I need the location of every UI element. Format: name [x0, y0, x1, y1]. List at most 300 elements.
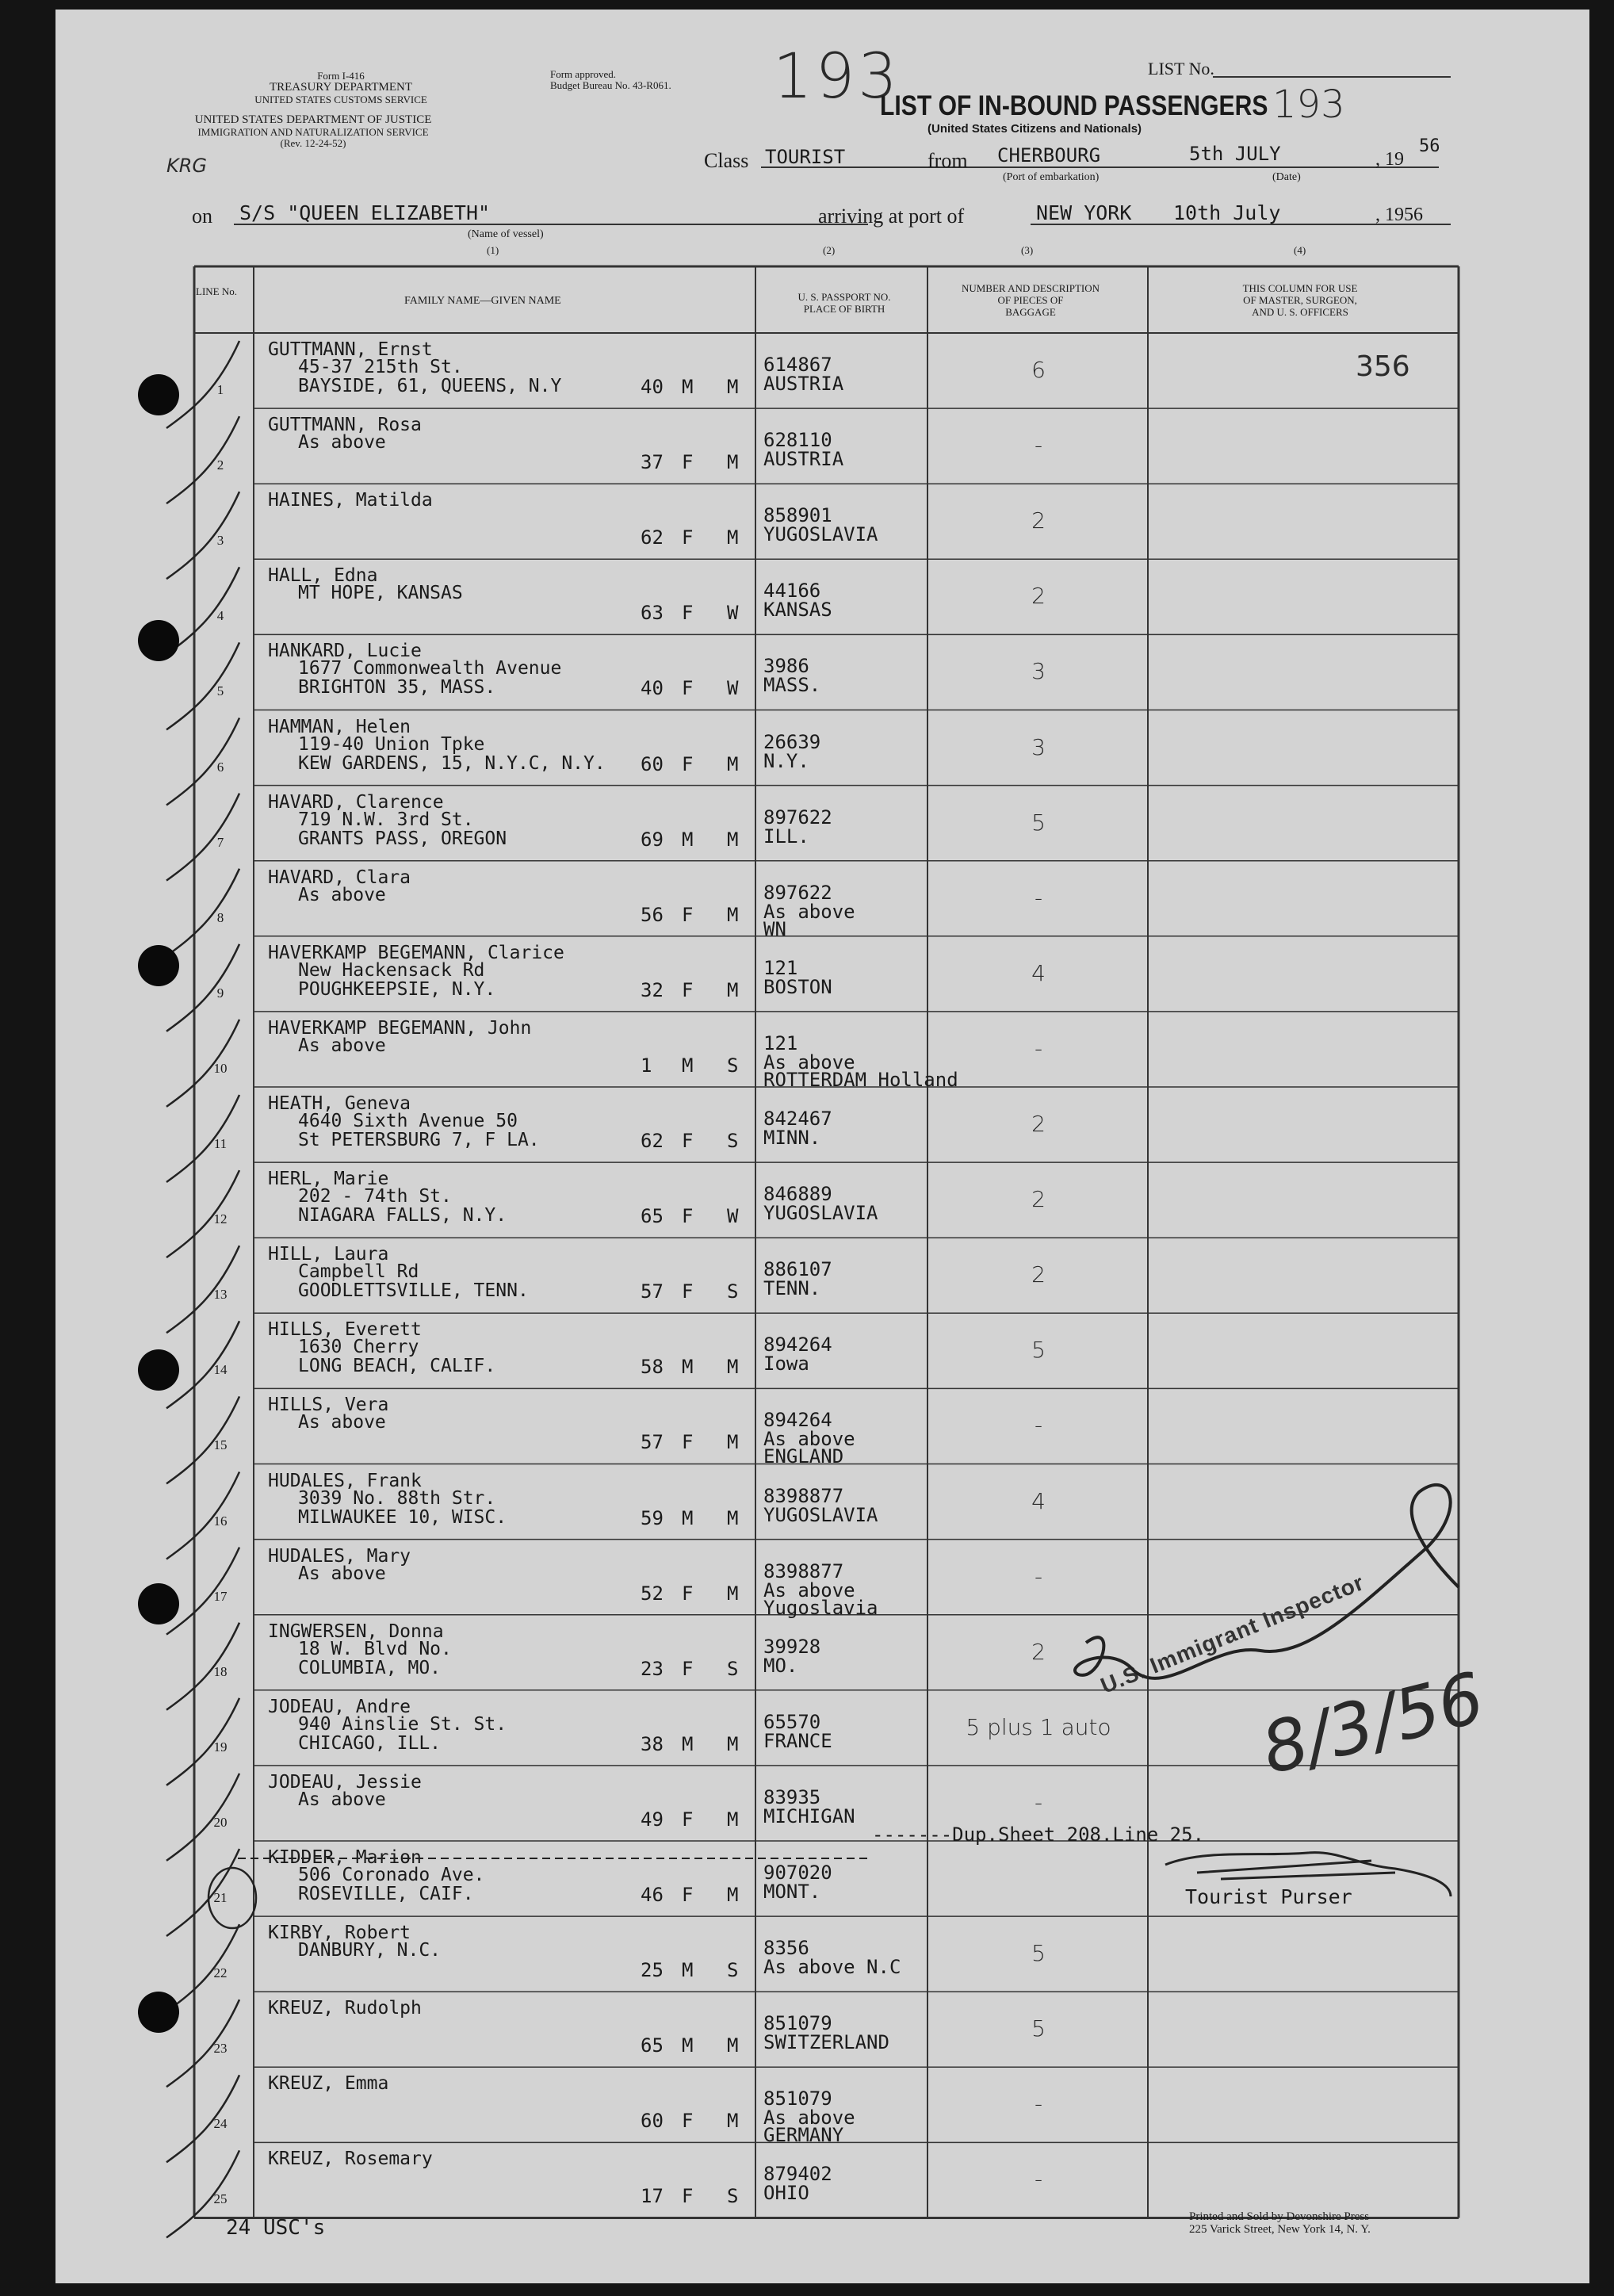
marital-status: M — [727, 752, 739, 775]
sex: M — [682, 1732, 694, 1755]
age: 69 — [641, 828, 664, 851]
sex: F — [682, 1657, 694, 1680]
line-number: 9 — [216, 985, 224, 1001]
address-line-2: COLUMBIA, MO. — [298, 1657, 442, 1678]
sex: F — [682, 1431, 694, 1454]
line-number: 13 — [213, 1287, 228, 1303]
sex: M — [682, 2034, 694, 2057]
punch-hole — [138, 945, 179, 986]
line-number: 4 — [216, 608, 224, 624]
passenger-name: HAVARD, Clarence — [268, 791, 444, 813]
passport-number: 897622 — [763, 881, 832, 904]
passenger-name: HILLS, Everett — [268, 1319, 422, 1341]
place-of-birth: YUGOSLAVIA — [763, 1503, 878, 1526]
marital-status: M — [727, 978, 739, 1001]
dept-customs: UNITED STATES CUSTOMS SERVICE — [254, 94, 427, 105]
marital-status: M — [727, 2034, 739, 2057]
address-line-2: BRIGHTON 35, MASS. — [298, 677, 496, 698]
place-of-birth: As above — [763, 1050, 855, 1073]
col-header-passport-2: PLACE OF BIRTH — [803, 303, 885, 315]
age: 60 — [641, 752, 664, 775]
passenger-name: JODEAU, Andre — [268, 1696, 411, 1717]
arrival-port: NEW YORK — [1036, 201, 1132, 224]
line-number: 23 — [213, 2041, 228, 2057]
place-of-birth: MINN. — [763, 1127, 821, 1149]
col-header-line-no: LINE No. — [196, 285, 237, 297]
marital-status: M — [727, 828, 739, 851]
line-number: 8 — [216, 909, 224, 925]
arrival-date: 10th July — [1173, 201, 1281, 224]
baggage-count: 5 plus 1 auto — [966, 1713, 1111, 1740]
baggage-count: 5 — [1031, 1337, 1046, 1364]
sex: F — [682, 1280, 694, 1303]
baggage-count: 2 — [1031, 1261, 1046, 1288]
baggage-count: 3 — [1031, 733, 1046, 760]
passenger-name: HAVERKAMP BEGEMANN, Clarice — [268, 942, 564, 963]
marital-status: M — [727, 1356, 739, 1379]
marital-status: M — [727, 376, 739, 398]
marital-status: M — [727, 903, 739, 926]
place-of-birth: ILL. — [763, 825, 809, 848]
line-number: 1 — [216, 382, 224, 397]
manifest-sheet — [55, 10, 1589, 2283]
line-number: 2 — [216, 457, 224, 473]
baggage-count: - — [1034, 884, 1043, 911]
passport-number: 83935 — [763, 1785, 821, 1808]
sex: M — [682, 828, 694, 851]
address-line-1: MT HOPE, KANSAS — [298, 583, 463, 604]
col-header-baggage-1: NUMBER AND DESCRIPTION — [961, 282, 1100, 294]
passenger-name: KREUZ, Emma — [268, 2073, 389, 2095]
date-caption: (Date) — [1272, 171, 1301, 183]
age: 25 — [641, 1959, 664, 1982]
sex: F — [682, 752, 694, 775]
document-subtitle: (United States Citizens and Nationals) — [927, 122, 1142, 136]
address-line-1: 719 N.W. 3rd St. — [298, 809, 474, 830]
marital-status: M — [727, 451, 739, 474]
purser-label: Tourist Purser — [1185, 1885, 1352, 1908]
sex: M — [682, 376, 694, 398]
address-line-1: As above — [298, 432, 386, 453]
age: 37 — [641, 451, 664, 474]
age: 46 — [641, 1884, 664, 1906]
passport-number: 3986 — [763, 655, 809, 678]
port-embarkation-caption: (Port of embarkation) — [1003, 171, 1100, 183]
col-header-use-3: AND U. S. OFFICERS — [1252, 306, 1348, 318]
address-line-1: 202 - 74th St. — [298, 1186, 452, 1207]
line-number: 14 — [213, 1362, 228, 1378]
baggage-count: - — [1034, 1789, 1043, 1816]
sex: F — [682, 1884, 694, 1906]
baggage-count: - — [1034, 1035, 1043, 1062]
place-of-birth: As above — [763, 900, 855, 923]
place-of-birth: MICHIGAN — [763, 1804, 855, 1827]
class-label: Class — [704, 149, 749, 172]
marital-status: M — [727, 2110, 739, 2133]
passenger-name: HERL, Marie — [268, 1169, 389, 1190]
inspector-signature — [1075, 1485, 1459, 1678]
age: 57 — [641, 1280, 664, 1303]
baggage-count: 5 — [1031, 809, 1046, 836]
vessel-name: S/S "QUEEN ELIZABETH" — [239, 201, 491, 224]
line-number: 25 — [213, 2191, 228, 2207]
passport-number: 26639 — [763, 730, 821, 753]
address-line-2: LONG BEACH, CALIF. — [298, 1356, 496, 1377]
place-of-birth: OHIO — [763, 2182, 809, 2205]
sex: M — [682, 1506, 694, 1529]
passenger-name: HUDALES, Frank — [268, 1470, 422, 1491]
address-line-1: 940 Ainslie St. St. — [298, 1713, 507, 1735]
punch-hole — [138, 1583, 179, 1624]
signature-scribbles — [55, 10, 1589, 2283]
age: 62 — [641, 1130, 664, 1152]
marital-status: M — [727, 526, 739, 549]
passport-number: 851079 — [763, 2012, 832, 2035]
line-number: 17 — [213, 1588, 228, 1604]
purser-signature — [1165, 1853, 1451, 1896]
address-line-1: As above — [298, 1035, 386, 1056]
place-of-birth-note: GERMANY — [763, 2124, 844, 2147]
place-of-birth-note: Yugoslavia — [763, 1596, 878, 1619]
col-header-baggage-3: BAGGAGE — [1005, 306, 1056, 318]
vessel-caption: (Name of vessel) — [468, 228, 544, 240]
marital-status: W — [727, 677, 739, 700]
caption-col2: (2) — [823, 244, 836, 256]
dept-ins: IMMIGRATION AND NATURALIZATION SERVICE — [197, 126, 429, 138]
age: 65 — [641, 2034, 664, 2057]
age: 57 — [641, 1431, 664, 1454]
passport-number: 8356 — [763, 1937, 809, 1960]
place-of-birth: TENN. — [763, 1277, 821, 1300]
passport-number: 121 — [763, 1031, 798, 1054]
address-line-1: As above — [298, 1412, 386, 1433]
marital-status: S — [727, 2185, 739, 2208]
from-label: from — [927, 149, 968, 172]
place-of-birth: MASS. — [763, 674, 821, 697]
age: 60 — [641, 2110, 664, 2133]
marital-status: S — [727, 1054, 739, 1077]
place-of-birth: YUGOSLAVIA — [763, 1202, 878, 1225]
address-line-1: 506 Coronado Ave. — [298, 1865, 485, 1885]
marital-status: M — [727, 1506, 739, 1529]
address-line-2: KEW GARDENS, 15, N.Y.C, N.Y. — [298, 752, 606, 774]
dept-treasury: TREASURY DEPARTMENT — [269, 81, 413, 94]
place-of-birth: As above N.C — [763, 1956, 901, 1979]
age: 65 — [641, 1205, 664, 1228]
place-of-birth: KANSAS — [763, 599, 832, 622]
line-number: 19 — [213, 1739, 228, 1755]
address-line-1: 1630 Cherry — [298, 1337, 419, 1358]
age: 63 — [641, 602, 664, 625]
passport-number: 846889 — [763, 1183, 832, 1206]
baggage-count: - — [1034, 432, 1043, 459]
address-line-1: 3039 No. 88th Str. — [298, 1487, 496, 1509]
baggage-count: 6 — [1031, 357, 1046, 383]
passenger-name: KREUZ, Rudolph — [268, 1998, 422, 2019]
handwritten-date: 8/3/56 — [1253, 1656, 1492, 1790]
place-of-birth: MO. — [763, 1654, 798, 1677]
baggage-count: 3 — [1031, 658, 1046, 685]
sex: F — [682, 451, 694, 474]
line-number: 18 — [213, 1663, 228, 1679]
address-line-2: ROSEVILLE, CAIF. — [298, 1884, 474, 1904]
marital-status: S — [727, 1959, 739, 1982]
place-of-birth: FRANCE — [763, 1729, 832, 1752]
dup-sheet-note: -------Dup.Sheet 208.Line 25. — [872, 1823, 1205, 1846]
punch-hole — [138, 374, 179, 415]
sex: F — [682, 2110, 694, 2133]
passport-number: 8398877 — [763, 1559, 844, 1582]
address-line-2: NIAGARA FALLS, N.Y. — [298, 1205, 507, 1226]
address-line-2: MILWAUKEE 10, WISC. — [298, 1506, 507, 1528]
baggage-count: 2 — [1031, 1111, 1046, 1137]
place-of-birth: As above — [763, 2107, 855, 2130]
punch-hole — [138, 1992, 179, 2033]
marital-status: S — [727, 1657, 739, 1680]
baggage-count: 2 — [1031, 1186, 1046, 1213]
line-number: 22 — [213, 1965, 228, 1981]
officer-number: 356 — [1356, 350, 1410, 383]
punch-hole — [138, 1349, 179, 1391]
address-line-1: 1677 Commonwealth Avenue — [298, 658, 562, 679]
usc-count: 24 USC's — [226, 2216, 326, 2240]
col-header-use-2: OF MASTER, SURGEON, — [1243, 294, 1357, 306]
address-line-1: 45-37 215th St. — [298, 357, 463, 377]
passport-number: 121 — [763, 956, 798, 979]
sex: F — [682, 1582, 694, 1605]
baggage-count: 5 — [1031, 1940, 1046, 1967]
year-prefix: , 19 — [1375, 149, 1404, 170]
sex: M — [682, 1356, 694, 1379]
passport-number: 886107 — [763, 1258, 832, 1281]
baggage-count: - — [1034, 1563, 1043, 1590]
address-line-1: As above — [298, 1789, 386, 1810]
line-number: 3 — [216, 533, 224, 549]
passenger-name: HAMMAN, Helen — [268, 716, 411, 737]
address-line-1: 18 W. Blvd No. — [298, 1638, 452, 1659]
arrival-year: , 1956 — [1375, 205, 1423, 225]
line-number: 11 — [213, 1136, 228, 1151]
document-title: LIST OF IN-BOUND PASSENGERS — [880, 90, 1268, 121]
age: 59 — [641, 1506, 664, 1529]
class-value: TOURIST — [765, 146, 846, 168]
printer-line-1: Printed and Sold by Devonshire Press — [1189, 2210, 1370, 2223]
sex: M — [682, 1959, 694, 1982]
place-of-birth: N.Y. — [763, 749, 809, 772]
place-of-birth-note: ROTTERDAM Holland — [763, 1068, 958, 1091]
passenger-name: HAVERKAMP BEGEMANN, John — [268, 1017, 532, 1039]
sex: F — [682, 978, 694, 1001]
list-no-label: LIST No. — [1148, 59, 1214, 78]
marital-status: W — [727, 1205, 739, 1228]
passport-number: 858901 — [763, 504, 832, 527]
marital-status: M — [727, 1732, 739, 1755]
sex: F — [682, 677, 694, 700]
passenger-name: INGWERSEN, Donna — [268, 1621, 444, 1642]
passenger-name: KREUZ, Rosemary — [268, 2149, 433, 2170]
marital-status: M — [727, 1884, 739, 1906]
age: 23 — [641, 1657, 664, 1680]
marital-status: M — [727, 1582, 739, 1605]
line-number: 5 — [216, 683, 224, 699]
punch-hole — [138, 620, 179, 661]
passenger-name: GUTTMANN, Rosa — [268, 415, 422, 436]
address-line-2: CHICAGO, ILL. — [298, 1732, 442, 1754]
passenger-name: KIRBY, Robert — [268, 1923, 411, 1944]
age: 17 — [641, 2185, 664, 2208]
marital-status: S — [727, 1130, 739, 1152]
arriving-label: arriving at port of — [818, 205, 965, 228]
place-of-birth: SWITZERLAND — [763, 2031, 889, 2054]
passport-number: 894264 — [763, 1334, 832, 1357]
address-line-1: New Hackensack Rd — [298, 959, 485, 981]
address-line-1: As above — [298, 884, 386, 905]
age: 32 — [641, 978, 664, 1001]
marital-status: M — [727, 1808, 739, 1831]
inspector-stamp: U.S. Immigrant Inspector — [1097, 1570, 1368, 1698]
sex: F — [682, 903, 694, 926]
baggage-count: 4 — [1031, 959, 1046, 986]
place-of-birth: AUSTRIA — [763, 448, 844, 471]
passport-number: 894264 — [763, 1409, 832, 1432]
passenger-name: HILL, Laura — [268, 1244, 389, 1265]
passenger-name: HUDALES, Mary — [268, 1545, 411, 1567]
port-of-embarkation: CHERBOURG — [997, 144, 1101, 166]
age: 38 — [641, 1732, 664, 1755]
passport-number: 44166 — [763, 580, 821, 603]
passport-number: 879402 — [763, 2163, 832, 2186]
marital-status: S — [727, 1280, 739, 1303]
sex: F — [682, 602, 694, 625]
passport-number: 39928 — [763, 1635, 821, 1658]
age: 62 — [641, 526, 664, 549]
address-line-1: 4640 Sixth Avenue 50 — [298, 1111, 518, 1131]
baggage-count: - — [1034, 2166, 1043, 2193]
printer-line-2: 225 Varick Street, New York 14, N. Y. — [1189, 2223, 1371, 2236]
line-number: 6 — [216, 759, 224, 775]
baggage-count: 2 — [1031, 583, 1046, 610]
place-of-birth: As above — [763, 1428, 855, 1451]
address-line-2: GRANTS PASS, OREGON — [298, 828, 507, 849]
passenger-name: HILLS, Vera — [268, 1395, 389, 1416]
passport-number: 851079 — [763, 2087, 832, 2110]
caption-col3: (3) — [1021, 244, 1034, 256]
place-of-birth: As above — [763, 1578, 855, 1601]
address-line-2: BAYSIDE, 61, QUEENS, N.Y — [298, 376, 562, 396]
sex: F — [682, 1205, 694, 1228]
passenger-name: HAVARD, Clara — [268, 867, 411, 888]
form-revision: (Rev. 12-24-52) — [280, 137, 346, 149]
address-line-2: St PETERSBURG 7, F LA. — [298, 1130, 540, 1150]
age: 40 — [641, 677, 664, 700]
passenger-name: JODEAU, Jessie — [268, 1771, 422, 1793]
address-line-1: Campbell Rd — [298, 1261, 419, 1283]
sex: F — [682, 1808, 694, 1831]
sex: F — [682, 526, 694, 549]
handwritten-krg: KRG — [166, 155, 208, 177]
embarkation-date: 5th JULY — [1189, 143, 1281, 165]
address-line-1: DANBURY, N.C. — [298, 1940, 442, 1961]
col-header-passport-1: U. S. PASSPORT NO. — [797, 291, 891, 303]
marital-status: W — [727, 602, 739, 625]
place-of-birth-note: WN — [763, 917, 786, 940]
baggage-count: - — [1034, 2091, 1043, 2118]
line-number: 24 — [213, 2116, 228, 2132]
passenger-name: GUTTMANN, Ernst — [268, 339, 433, 360]
budget-bureau: Budget Bureau No. 43-R061. — [550, 79, 671, 91]
passenger-name: HALL, Edna — [268, 565, 378, 587]
baggage-count: 2 — [1031, 507, 1046, 534]
sex: F — [682, 1130, 694, 1152]
caption-col4: (4) — [1294, 244, 1306, 256]
marital-status: M — [727, 1431, 739, 1454]
passenger-name: KIDDER, Marion — [268, 1847, 422, 1868]
line-number: 20 — [213, 1814, 228, 1830]
dept-justice: UNITED STATES DEPARTMENT OF JUSTICE — [194, 113, 432, 126]
baggage-count: 5 — [1031, 2015, 1046, 2042]
age: 56 — [641, 903, 664, 926]
address-line-1: 119-40 Union Tpke — [298, 733, 485, 755]
baggage-count: 4 — [1031, 1487, 1046, 1514]
passport-number: 614867 — [763, 354, 832, 376]
col-header-name: FAMILY NAME—GIVEN NAME — [404, 295, 561, 307]
passport-number: 842467 — [763, 1108, 832, 1130]
passport-number: 8398877 — [763, 1484, 844, 1507]
line-number: 16 — [213, 1513, 228, 1529]
form-number: Form I-416 — [317, 70, 365, 82]
place-of-birth: YUGOSLAVIA — [763, 523, 878, 546]
passport-number: 65570 — [763, 1710, 821, 1733]
place-of-birth: BOSTON — [763, 975, 832, 998]
line-number: 21 — [213, 1890, 228, 1905]
age: 52 — [641, 1582, 664, 1605]
line-number: 12 — [213, 1211, 228, 1227]
passport-number: 897622 — [763, 806, 832, 828]
year-value: 56 — [1419, 136, 1440, 156]
place-of-birth: MONT. — [763, 1881, 821, 1903]
handwritten-193-right: 193 — [1272, 82, 1345, 127]
age: 58 — [641, 1356, 664, 1379]
sex: F — [682, 2185, 694, 2208]
age: 49 — [641, 1808, 664, 1831]
passenger-name: HEATH, Geneva — [268, 1093, 411, 1114]
age: 40 — [641, 376, 664, 398]
line-number: 7 — [216, 834, 224, 850]
address-line-2: GOODLETTSVILLE, TENN. — [298, 1280, 529, 1302]
place-of-birth: Iowa — [763, 1353, 809, 1376]
line-number: 10 — [213, 1060, 228, 1076]
form-approved: Form approved. — [550, 68, 617, 80]
sex: M — [682, 1054, 694, 1077]
passenger-name: HAINES, Matilda — [268, 490, 433, 511]
place-of-birth-note: ENGLAND — [763, 1445, 844, 1468]
age: 1 — [641, 1054, 652, 1077]
passport-number: 628110 — [763, 429, 832, 452]
col-header-use-1: THIS COLUMN FOR USE — [1242, 282, 1358, 294]
on-label: on — [192, 205, 212, 228]
baggage-count: - — [1034, 1412, 1043, 1439]
place-of-birth: AUSTRIA — [763, 373, 844, 395]
passport-number: 907020 — [763, 1862, 832, 1884]
handwritten-list-number: 193 — [773, 41, 901, 113]
address-line-2: POUGHKEEPSIE, N.Y. — [298, 978, 496, 1000]
baggage-count: 2 — [1031, 1638, 1046, 1665]
address-line-1: As above — [298, 1563, 386, 1584]
caption-col1: (1) — [487, 244, 499, 256]
passenger-name: HANKARD, Lucie — [268, 641, 422, 662]
col-header-baggage-2: OF PIECES OF — [997, 294, 1064, 306]
line-number: 15 — [213, 1437, 228, 1453]
